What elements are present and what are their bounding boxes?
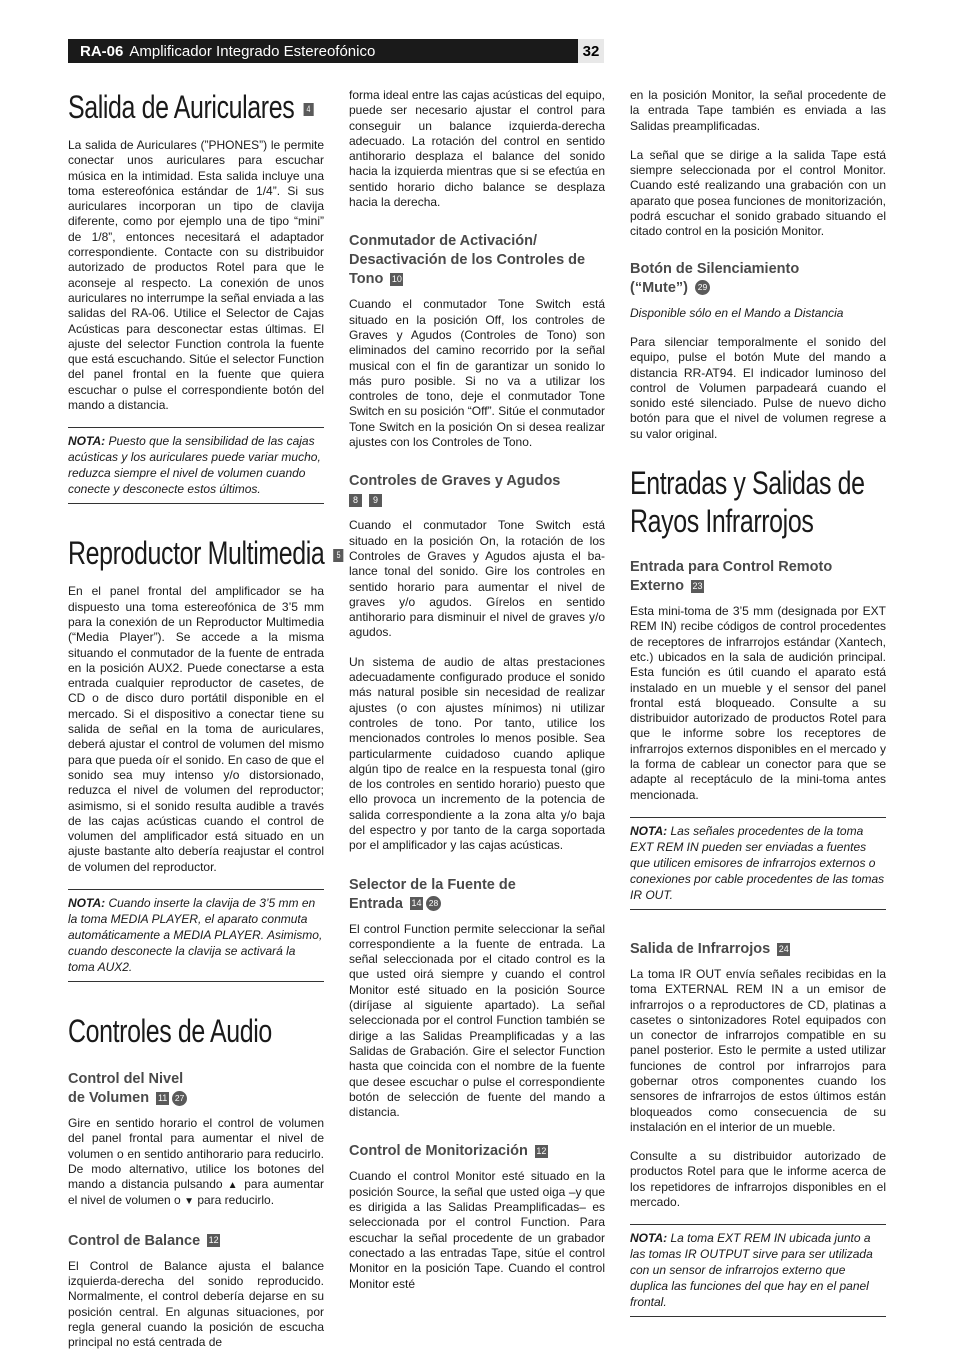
heading-controles-audio: Controles de Audio <box>68 1012 272 1049</box>
remote-ref-badge: 29 <box>695 280 710 295</box>
page-header <box>68 39 604 63</box>
note-box: NOTA: Cuando inserte la clavija de 3’5 mm en la toma MEDIA PLAYER, el aparato conmuta automáticamente a MEDIA PLAYER. Asimismo, cuando desconecte la clavija se activará la toma AUX2. <box>68 889 324 982</box>
subheading-salida-infrarrojos: Salida de Infrarrojos 24 <box>630 940 789 957</box>
paragraph: El control Function permite seleccionar la señal correspondiente a la fuente de entrada. La señal seleccionada por el citado control es la que usted oirá siempre y cuando el control Monitor esté situado en la posición Source (diríjase al siguiente apartado). La señal seleccionada por el control Function también se dirige a las Salidas Preamplificadas y a las Salidas de Grabación. Gire el selector Function hasta que coincida con el nombre de la fuente que desee escuchar o pulse el correspondiente botón de selección de fuente del mando a distancia. <box>349 921 605 1120</box>
ref-badge: 11 <box>157 1092 168 1103</box>
paragraph: Consulte a su distribuidor autorizado de productos Rotel para que le informe acerca de los repetidores de infrarrojos disponibles en el mercado. <box>630 1149 886 1210</box>
column-2 <box>349 88 605 1306</box>
paragraph: en la posición Monitor, la señal procedente de la entrada Tape también es enviada a las Salidas preamplificadas. <box>630 88 886 133</box>
column-1 <box>68 88 341 1365</box>
note-box: NOTA: La toma EXT REM IN ubicada junto a las tomas IR OUTPUT sirve para ser utilizada con un sensor de infrarrojos externo que duplica las funciones del que hay en el panel frontal. <box>630 1224 886 1317</box>
column-3 <box>630 88 886 1347</box>
paragraph: En el panel frontal del amplificador se ha dispuesto una toma estereofónica de 3’5 mm para la conexión de un Reproductor Multimedia (“Media Player”). Se accede a la misma situando el conmutador de la fuente de entrada en la posición AUX2. Puede conectarse a esta entrada cualquier reproductor de casetes, de CD o de disco duro portátil disponible en el mercado. Si el dispositivo a conectar tiene su salida de señal en la toma de auriculares, deberá ajustar el control de volumen del mismo para que pueda oír el sonido. En caso de que el sonido sea muy intenso y/o distorsionado, reduzca el nivel de volumen del reproductor; asimismo, si el sonido resulta audible a través de las cajas acústicas cuando el control de volumen del amplificador está situado en un ajuste bastante alto debería reajustar el control de volumen del reproductor. <box>68 584 324 874</box>
subheading-selector-fuente: Selector de la Fuente de Entrada 14 28 <box>349 876 516 912</box>
header-title: Amplificador Integrado Estereofónico <box>129 42 376 60</box>
paragraph: Cuando el conmutador Tone Switch está situado en la posición On, la rotación de los Controles de Graves y Agudos ajusta el ba-lance tonal del sonido. Gire los controles en sentido horario para aumentar el nivel de graves y/o agudos. Gírelos en sentido antihorario para disminuir el nivel de graves y/o agudos. <box>349 518 605 640</box>
note-label: NOTA: <box>630 1231 668 1246</box>
paragraph: La señal que se dirige a la salida Tape está siempre seleccionada por el control Monitor. Cuando esté realizando una grabación con un aparato que posea funciones de monitorización, podrá escuchar el sonido grabado situando el citado control en la posición Monitor. <box>630 147 886 239</box>
ref-badge: 4 <box>303 103 313 116</box>
ref-badge: 23 <box>692 580 703 591</box>
paragraph: Cuando el control Monitor esté situado en la posición Source, la señal que usted oiga –y que es dirigida a las Salidas Preamplificadas– es seleccionada por el control Function. Para escuchar la señal procedente de un grabador conectado a las entradas Tape, sitúe el control Monitor en la posición Tape. Cuando el control Monitor esté <box>349 1169 605 1291</box>
subheading-control-remoto-externo: Entrada para Control Remoto Externo 23 <box>630 559 833 595</box>
ref-badge: 10 <box>391 274 402 285</box>
note-label: NOTA: <box>68 895 106 910</box>
paragraph: Para silenciar temporalmente el sonido del equipo, pulse el botón Mute del mando a distancia RR-AT94. El indicador luminoso del control de Volumen parpadeará cuando el sonido esté silenciado. Pulse de nuevo dicho botón para que el nivel de volumen regrese a su valor original. <box>630 334 886 441</box>
subheading-graves-agudos: Controles de Graves y Agudos 8 9 <box>349 473 561 506</box>
subheading-monitorizacion: Control de Monitorización 12 <box>349 1143 547 1160</box>
note-label: NOTA: <box>630 823 668 838</box>
subheading-mute: Botón de Silenciamiento (“Mute”) 29 <box>630 260 800 296</box>
subheading-volumen: Control del Nivel de Volumen 11 27 <box>68 1070 324 1108</box>
note-box: NOTA: Puesto que la sensibilidad de las cajas acústicas y los auriculares puede variar mucho, reduzca siempre el nivel de volumen cuando conecte y desconecte estos últimos. <box>68 427 324 504</box>
remote-ref-badge: 28 <box>426 896 441 911</box>
paragraph: Un sistema de audio de altas prestaciones adecuadamente configurado produce el sonido más natural posible sin necesidad de realizar ajustes (o con ajustes mínimos) ni utilizar controles de tono. Por tanto, utilice los mencionados controles lo menos posible. Sea particularmente cuidadoso cuando aplique algún tipo de realce en la respuesta tonal (giro de los controles en sentido horario) puesto que ello provoca un incremento de la potencia de salida correspondiente a la zona alta y/o baja del espectro y por tanto de la carga soportada por el amplificador y las cajas acústicas. <box>349 654 605 853</box>
ref-badge: 9 <box>369 494 382 507</box>
up-arrow-icon: ▲ <box>227 1180 240 1192</box>
subheading-tono: Conmutador de Activación/ Desactivación de los Controles de Tono 10 <box>349 233 586 288</box>
page-number: 32 <box>578 39 604 63</box>
paragraph: Cuando el conmutador Tone Switch está situado en la posición Off, los controles de Graves y Agudos (Controles de Tono) son eliminados del camino recorrido por la señal musical con el fin de garantizar un sonido lo más puro posible. Si no va a utilizar los controles de tono, deje el conmutador Tone Switch en su posición “Off”. Sitúe el conmutador Tone Switch en la posición On si desea realizar ajustes con los Controles de Tono. <box>349 297 605 450</box>
heading-salida-auriculares: Salida de Auriculares 4 <box>68 88 268 126</box>
down-arrow-icon: ▼ <box>184 1196 194 1208</box>
ref-badge: 8 <box>349 494 362 507</box>
paragraph-volumen: Gire en sentido horario el control de volumen del panel frontal para aumentar el nivel de volumen o en sentido antihorario para reducirlo. De modo alternativo, utilice los botones del mando a distancia pulsando ▲ para aumentar el nivel de volumen o ▼ para reducirlo. <box>68 1115 324 1208</box>
model-name: RA-06 <box>80 42 124 60</box>
ref-badge: 12 <box>536 1146 547 1157</box>
paragraph: Esta mini-toma de 3’5 mm (designada por EXT REM IN) recibe códigos de control procedentes de receptores de infrarrojos estándar (Xantech, etc.) ubicados en la sala de audición principal. Esta función es útil cuando el aparato está instalado en un mueble y el sensor del panel frontal está bloqueado. Consulte a su distribuidor autorizado de productos Rotel para que le informe sobre los receptores de infrarrojos externos disponibles en el mercado y la forma de cablear un conector para que se adapte al receptáculo de la mini-toma antes mencionada. <box>630 604 886 802</box>
heading-entradas-salidas-ir: Entradas y Salidas de Rayos Infrarrojos <box>630 465 865 540</box>
paragraph: La toma IR OUT envía señales recibidas en la toma EXTERNAL REM IN a un emisor de infrarrojos o a reproductores de CD, platinas a casetes o sintonizadores Rotel equipados con un conector de infrarrojos compatible en su panel posterior. Esto le permite a usted utilizar funciones de control por infrarrojos para gobernar otros componentes cuando los sensores de infrarrojos de estos últimos están bloqueados como consecuencia de su instalación en el interior de un mueble. <box>630 966 886 1134</box>
ref-badge: 5 <box>333 549 343 562</box>
remote-ref-badge: 27 <box>172 1091 187 1106</box>
ref-badge: 14 <box>411 898 422 909</box>
availability-note: Disponible sólo en el Mando a Distancia <box>630 305 844 320</box>
note-box: NOTA: Las señales procedentes de la toma EXT REM IN pueden ser enviadas a fuentes que utilicen emisores de infrarrojos externos o conexiones por cable procedentes de las tomas IR OUT. <box>630 817 886 910</box>
subheading-balance: Control de Balance 12 <box>68 1232 219 1249</box>
ref-badge: 24 <box>778 943 789 954</box>
paragraph: El Control de Balance ajusta el balance izquierda-derecha del sonido reproducido. Normalmente, el control debería dejarse en su posición central. En algunas situaciones, por regla general cuando la posición de escucha principal no está centrada de <box>68 1258 324 1350</box>
ref-badge: 12 <box>208 1235 219 1246</box>
heading-reproductor-multimedia: Reproductor Multimedia 5 <box>68 534 268 572</box>
paragraph: La salida de Auriculares (”PHONES”) le permite conectar unos auriculares para escuchar música en la intimidad. Esta salida incluye una toma estereofónica estándar de 1/4”. Si sus auriculares incorporan un tipo de clavija diferente, como por ejemplo una de tipo “mini” de 1/8”, entonces necesitará el adaptador correspondiente. Contacte con su distribuidor autorizado de productos Rotel para que le aconseje al respecto. La conexión de unos auriculares no interrumpe la señal enviada a las salidas del RA-06. Utilice el Selector de Cajas Acústicas para desconectar estas últimas. El ajuste del selector Function controla la fuente que está escuchando. Sitúe el selector Function del panel frontal en la fuente que quiera escuchar o pulse el correspondiente botón del mando a distancia. <box>68 138 324 413</box>
paragraph: forma ideal entre las cajas acústicas del equipo, puede ser necesario ajustar el control para conseguir un balance izquierda-derecha adecuado. La rotación del control en sentido antihorario desplaza el balance del sonido hacia la izquierda mientras que si se efectúa en sentido horario dicho balance se desplaza hacia la derecha. <box>349 88 605 210</box>
note-label: NOTA: <box>68 434 106 449</box>
